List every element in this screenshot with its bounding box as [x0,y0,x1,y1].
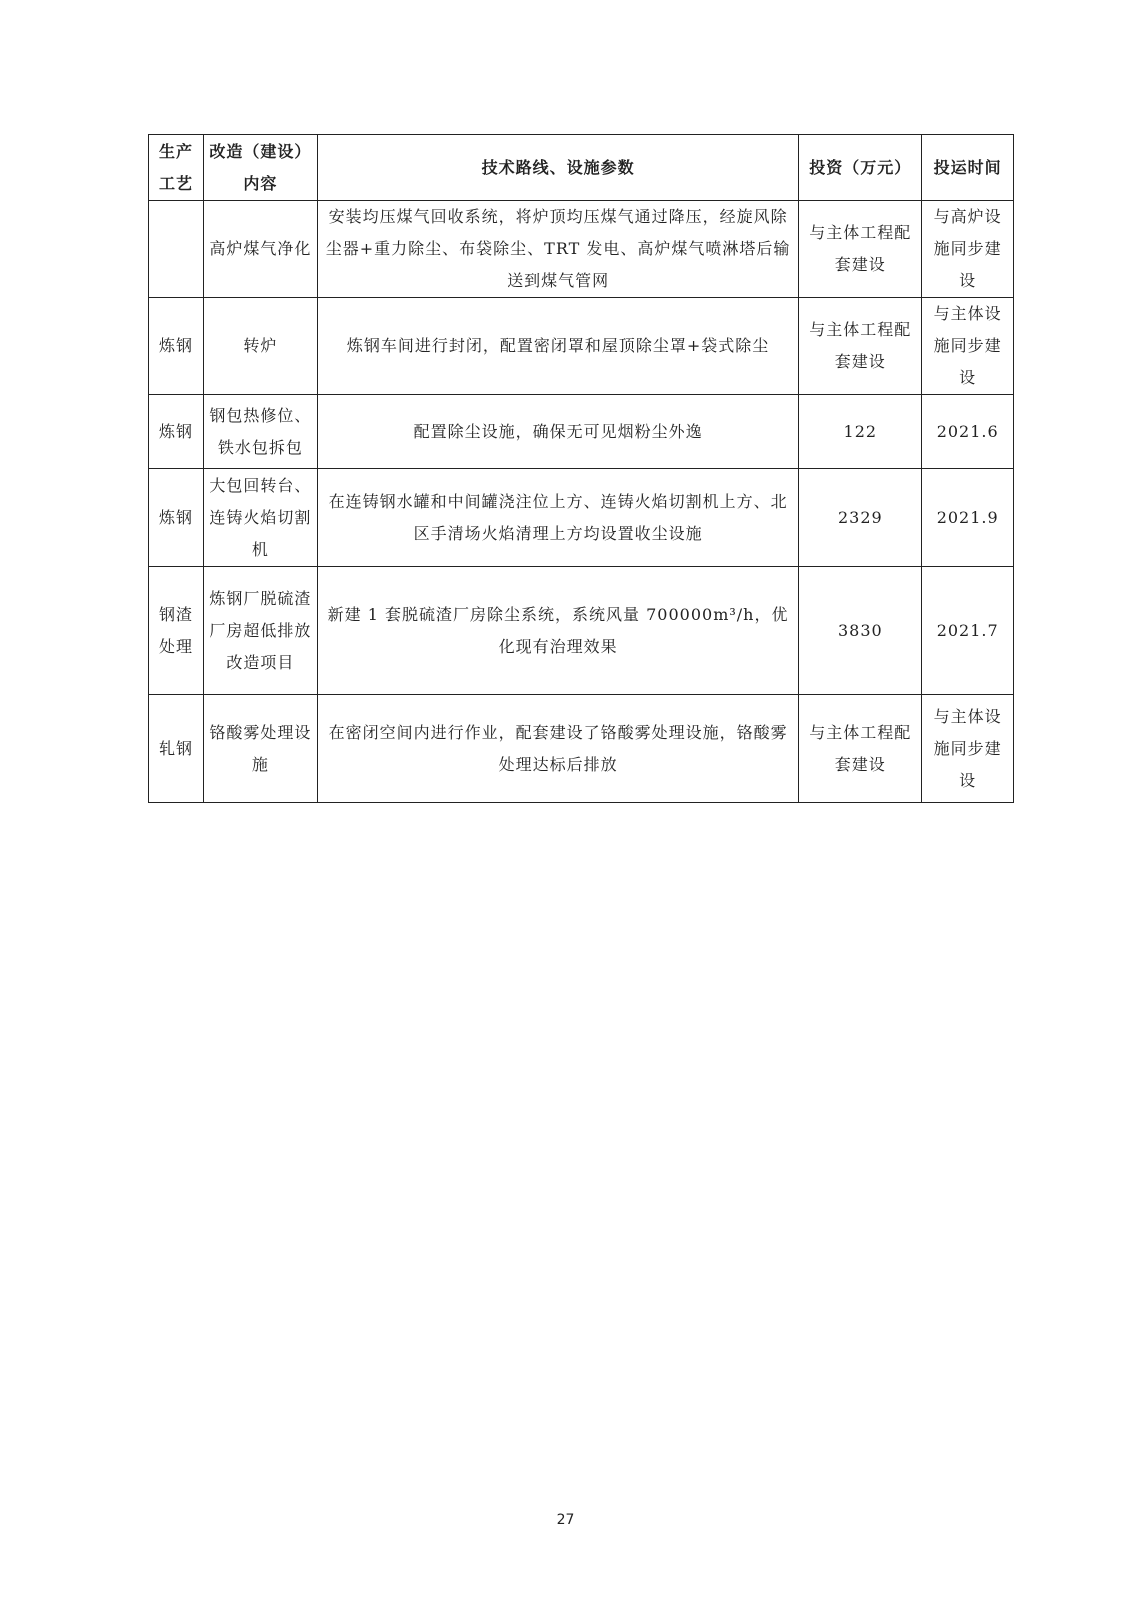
table-row [149,298,1014,395]
table-header-row [149,135,1014,201]
cell-process: 炼钢 [149,298,204,395]
cell-time: 2021.7 [922,567,1014,695]
cell-content: 铬酸雾处理设施 [203,695,317,803]
table-row [149,395,1014,469]
cell-investment: 122 [799,395,922,469]
cell-investment: 与主体工程配套建设 [799,695,922,803]
cell-investment: 与主体工程配套建设 [799,201,922,298]
cell-content: 高炉煤气净化 [203,201,317,298]
cell-process: 钢渣处理 [149,567,204,695]
table-row [149,695,1014,803]
cell-investment: 2329 [799,469,922,567]
cell-tech: 在密闭空间内进行作业，配套建设了铬酸雾处理设施，铬酸雾处理达标后排放 [317,695,798,803]
cell-process: 炼钢 [149,395,204,469]
cell-investment: 3830 [799,567,922,695]
cell-process: 轧钢 [149,695,204,803]
cell-tech: 新建 1 套脱硫渣厂房除尘系统，系统风量 700000m³/h，优化现有治理效果 [317,567,798,695]
page-number: 27 [556,1512,575,1528]
header-process: 生产工艺 [149,135,204,201]
cell-time: 与主体设施同步建设 [922,695,1014,803]
cell-process: 炼钢 [149,469,204,567]
table-row [149,567,1014,695]
header-investment: 投资（万元） [799,135,922,201]
project-table [148,134,1014,803]
cell-content: 转炉 [203,298,317,395]
cell-time: 与主体设施同步建设 [922,298,1014,395]
cell-time: 与高炉设施同步建设 [922,201,1014,298]
header-time: 投运时间 [922,135,1014,201]
table-row [149,469,1014,567]
cell-time: 2021.6 [922,395,1014,469]
cell-content: 大包回转台、连铸火焰切割机 [203,469,317,567]
cell-process [149,201,204,298]
cell-tech: 配置除尘设施，确保无可见烟粉尘外逸 [317,395,798,469]
cell-tech: 安装均压煤气回收系统，将炉顶均压煤气通过降压，经旋风除尘器+重力除尘、布袋除尘、TRT 发电、高炉煤气喷淋塔后输送到煤气管网 [317,201,798,298]
table-row [149,201,1014,298]
cell-investment: 与主体工程配套建设 [799,298,922,395]
cell-time: 2021.9 [922,469,1014,567]
header-content: 改造（建设）内容 [203,135,317,201]
cell-content: 炼钢厂脱硫渣厂房超低排放改造项目 [203,567,317,695]
cell-tech: 在连铸钢水罐和中间罐浇注位上方、连铸火焰切割机上方、北区手清场火焰清理上方均设置收尘设施 [317,469,798,567]
header-tech: 技术路线、设施参数 [317,135,798,201]
cell-tech: 炼钢车间进行封闭，配置密闭罩和屋顶除尘罩+袋式除尘 [317,298,798,395]
cell-content: 钢包热修位、铁水包拆包 [203,395,317,469]
